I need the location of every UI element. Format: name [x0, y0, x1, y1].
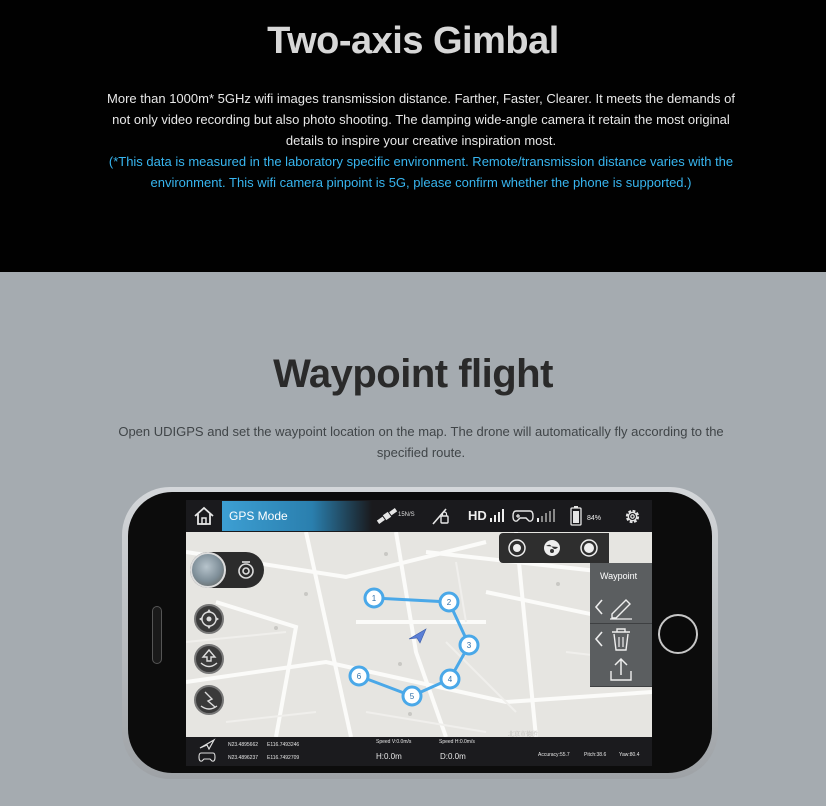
waypoint-number: 3 [466, 641, 472, 650]
waypoint-number: 5 [409, 692, 415, 701]
pitch-value: Pitch:38.6 [584, 752, 607, 758]
waypoint-number: 4 [447, 675, 453, 684]
waypoint-marker[interactable] [350, 667, 368, 685]
hd-signal-bars-icon [489, 508, 505, 522]
edit-icon [590, 592, 652, 622]
globe-mode-icon[interactable] [542, 538, 562, 558]
joystick-icon [196, 606, 222, 632]
remote-longitude: E116.7492709 [267, 755, 300, 761]
battery-level: 84% [587, 515, 602, 522]
gimbal-line-1: More than 1000m* 5GHz wifi images transmission distance. Farther, Faster, Clearer. It meets the demands of [107, 91, 735, 106]
trash-icon [590, 624, 652, 654]
camera-preview[interactable] [190, 552, 226, 588]
battery-icon [570, 506, 582, 526]
gimbal-section [0, 0, 826, 272]
waypoint-marker[interactable] [403, 687, 421, 705]
home-icon[interactable] [193, 506, 215, 526]
waypoint-marker[interactable] [440, 593, 458, 611]
delete-waypoint-button[interactable] [590, 624, 652, 656]
video-mode-icon[interactable] [579, 538, 599, 558]
waypoint-line-1: Open UDIGPS and set the waypoint location on the map. The drone will automatically fly according to the [118, 424, 724, 439]
phone-home-button [658, 614, 698, 654]
gps-mode-label[interactable]: GPS Mode [222, 501, 372, 531]
signal-icon [432, 507, 450, 525]
app-screen [186, 500, 652, 766]
waypoint-number: 6 [356, 672, 362, 681]
remote-signal-bars-icon [536, 508, 556, 522]
waypoint-marker[interactable] [460, 636, 478, 654]
yaw-value: Yaw:80.4 [619, 752, 640, 758]
waypoint-title: Waypoint flight [273, 352, 553, 396]
landing-icon [196, 687, 222, 713]
edit-waypoint-button[interactable] [590, 592, 652, 624]
gimbal-line-2: not only video recording but also photo shooting. The damping wide-angle camera it retain the most original [112, 112, 730, 127]
hd-label: HD [468, 508, 487, 523]
telemetry-bar [186, 737, 652, 766]
gimbal-note-line-1: (*This data is measured in the laboratory specific environment. Remote/transmission distance varies with the [108, 154, 734, 169]
upload-route-button[interactable] [590, 655, 652, 687]
takeoff-button[interactable] [194, 644, 224, 674]
remote-location-icon [198, 752, 216, 763]
gamepad-icon [512, 508, 534, 524]
status-bar [186, 500, 652, 532]
map-place-label: 北京市德胜 [508, 731, 539, 737]
takeoff-icon [196, 646, 222, 672]
gimbal-title: Two-axis Gimbal [267, 20, 559, 62]
phone-speaker [152, 606, 162, 664]
camera-icon[interactable] [236, 560, 256, 580]
waypoint-line-2: specified route. [376, 445, 466, 460]
waypoint-marker[interactable] [365, 589, 383, 607]
waypoint-number: 2 [446, 598, 452, 607]
height-value: H:0.0m [376, 752, 402, 761]
aircraft-latitude: N23.4895662 [228, 742, 259, 748]
gimbal-description [95, 88, 747, 151]
aircraft-location-icon [198, 738, 216, 750]
gear-icon[interactable] [623, 507, 642, 526]
waypoint-tab-label: Waypoint [600, 571, 638, 581]
upload-icon [590, 655, 652, 685]
landing-button[interactable] [194, 685, 224, 715]
speed-vertical: Speed V:0.0m/s [376, 739, 412, 745]
gimbal-line-3: details to inspire your creative inspiration most. [285, 133, 557, 148]
waypoint-marker[interactable] [441, 670, 459, 688]
satellite-count: 15N/S [398, 512, 415, 518]
gimbal-note [95, 151, 747, 193]
record-mode-icon[interactable] [507, 538, 527, 558]
gimbal-note-line-2: environment. This wifi camera pinpoint is 5G, please confirm whether the phone is supported.) [150, 175, 692, 190]
speed-horizontal: Speed H:0.0m/s [439, 739, 475, 745]
remote-latitude: N23.4896237 [228, 755, 259, 761]
waypoint-number: 1 [371, 594, 377, 603]
waypoint-description [108, 421, 734, 463]
aircraft-longitude: E116.7493246 [267, 742, 300, 748]
distance-value: D:0.0m [440, 752, 466, 761]
joystick-button[interactable] [194, 604, 224, 634]
satellite-icon [376, 506, 398, 526]
accuracy-value: Accuracy:55.7 [538, 752, 570, 758]
